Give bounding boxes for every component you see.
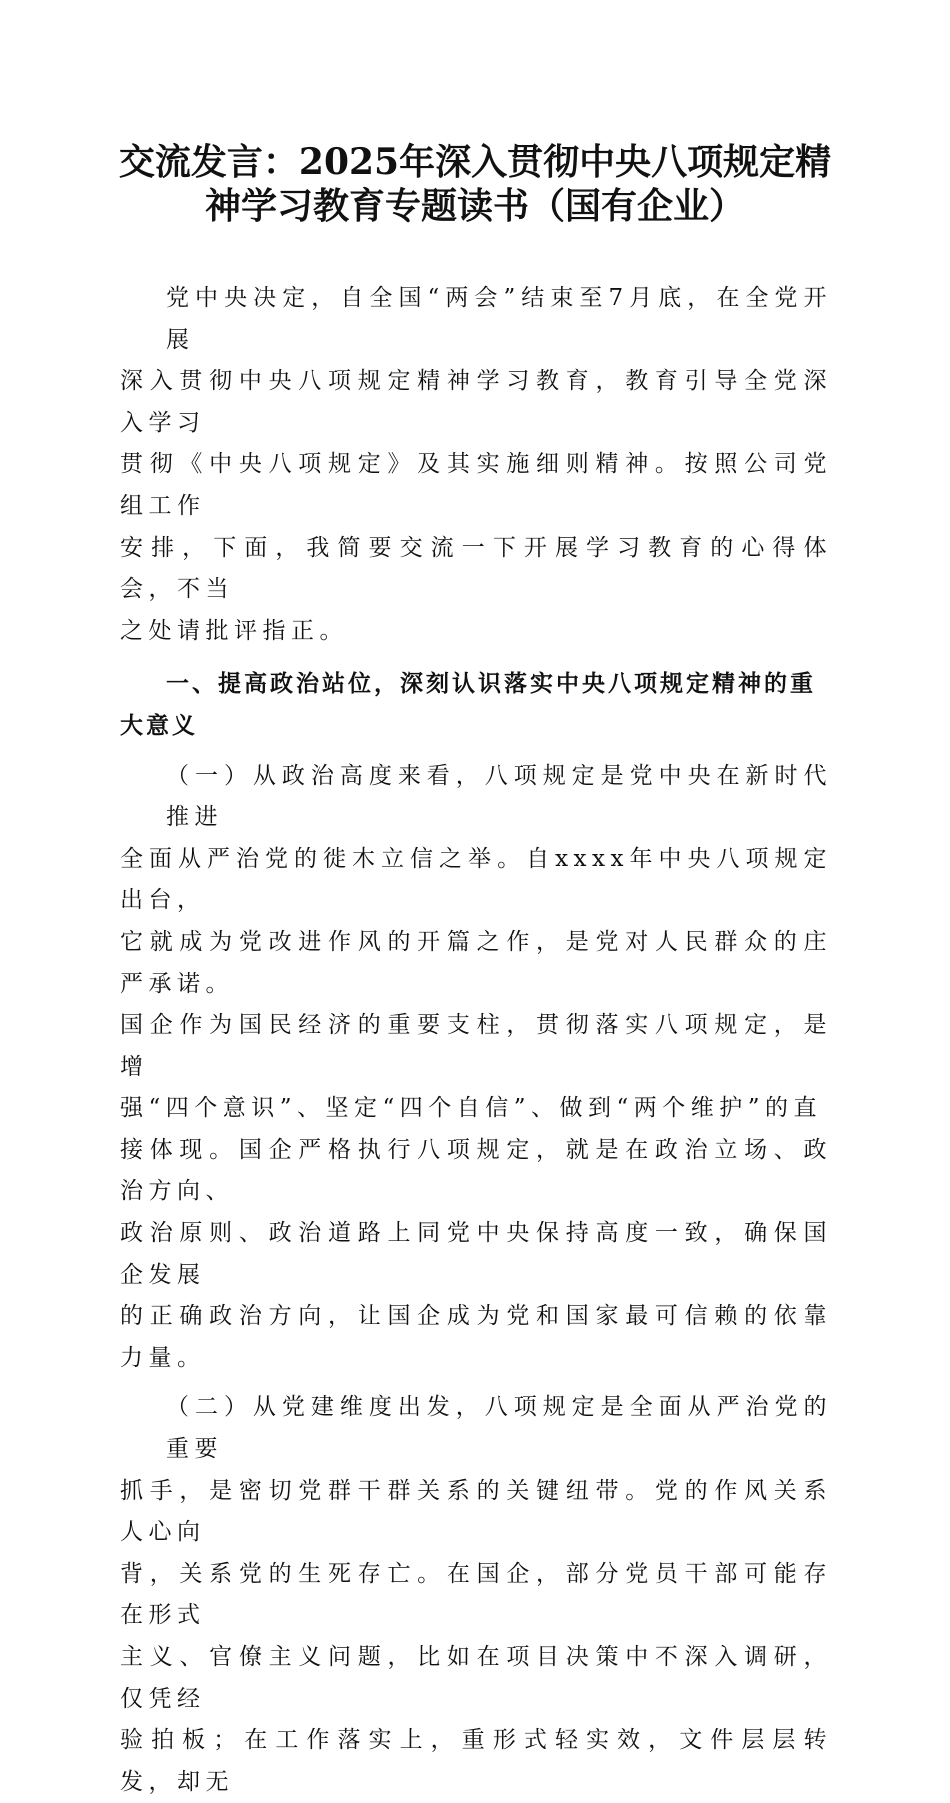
document-title-line-1: 交流发言：2025年深入贯彻中央八项规定精 bbox=[118, 141, 832, 183]
text-line: 的正确政治方向，让国企成为党和国家最可信赖的依靠力量。 bbox=[120, 1303, 832, 1371]
text-line: 深入贯彻中央八项规定精神学习教育，教育引导全党深入学习 bbox=[120, 368, 832, 436]
subsection-2-paragraph bbox=[120, 1387, 832, 1803]
text-line: 验拍板；在工作落实上，重形式轻实效，文件层层转发，却无 bbox=[120, 1727, 832, 1795]
section-1-heading bbox=[120, 664, 832, 747]
text-line: 全面从严治党的徙木立信之举。自xxxx年中央八项规定出台， bbox=[120, 845, 832, 914]
document-title-line-2: 神学习教育专题读书（国有企业） bbox=[204, 185, 745, 227]
text-line: 之处请批评指正。 bbox=[120, 617, 348, 644]
text-line: 国企作为国民经济的重要支柱，贯彻落实八项规定，是增 bbox=[120, 1012, 832, 1080]
text-line: 它就成为党改进作风的开篇之作，是党对人民群众的庄严承诺。 bbox=[120, 928, 832, 997]
text-line: 接体现。国企严格执行八项规定，就是在政治立场、政治方向、 bbox=[120, 1136, 832, 1205]
text-line: 政治原则、政治道路上同党中央保持高度一致，确保国企发展 bbox=[120, 1220, 832, 1288]
text-line: 强“四个意识”、坚定“四个自信”、做到“两个维护”的直 bbox=[120, 1095, 823, 1122]
text-line: （二）从党建维度出发，八项规定是全面从严治党的重要 bbox=[166, 1394, 832, 1463]
document-body bbox=[120, 278, 832, 1803]
text-line: 抓手，是密切党群干群关系的关键纽带。党的作风关系人心向 bbox=[120, 1477, 832, 1546]
text-line: （一）从政治高度来看，八项规定是党中央在新时代推进 bbox=[166, 762, 832, 831]
heading-line: 一、提高政治站位，深刻认识落实中央八项规定精神的重 bbox=[166, 671, 816, 698]
subsection-1-paragraph bbox=[120, 756, 832, 1380]
text-line: 主义、官僚主义问题，比如在项目决策中不深入调研，仅凭经 bbox=[120, 1644, 832, 1712]
text-line: 安排，下面，我简要交流一下开展学习教育的心得体会，不当 bbox=[120, 534, 832, 603]
heading-line: 大意义 bbox=[120, 712, 198, 739]
text-line: 党中央决定，自全国“两会”结束至7月底，在全党开展 bbox=[166, 285, 832, 353]
text-line: 背，关系党的生死存亡。在国企，部分党员干部可能存在形式 bbox=[120, 1560, 832, 1629]
intro-paragraph bbox=[120, 278, 832, 652]
text-line: 贯彻《中央八项规定》及其实施细则精神。按照公司党组工作 bbox=[120, 451, 832, 519]
